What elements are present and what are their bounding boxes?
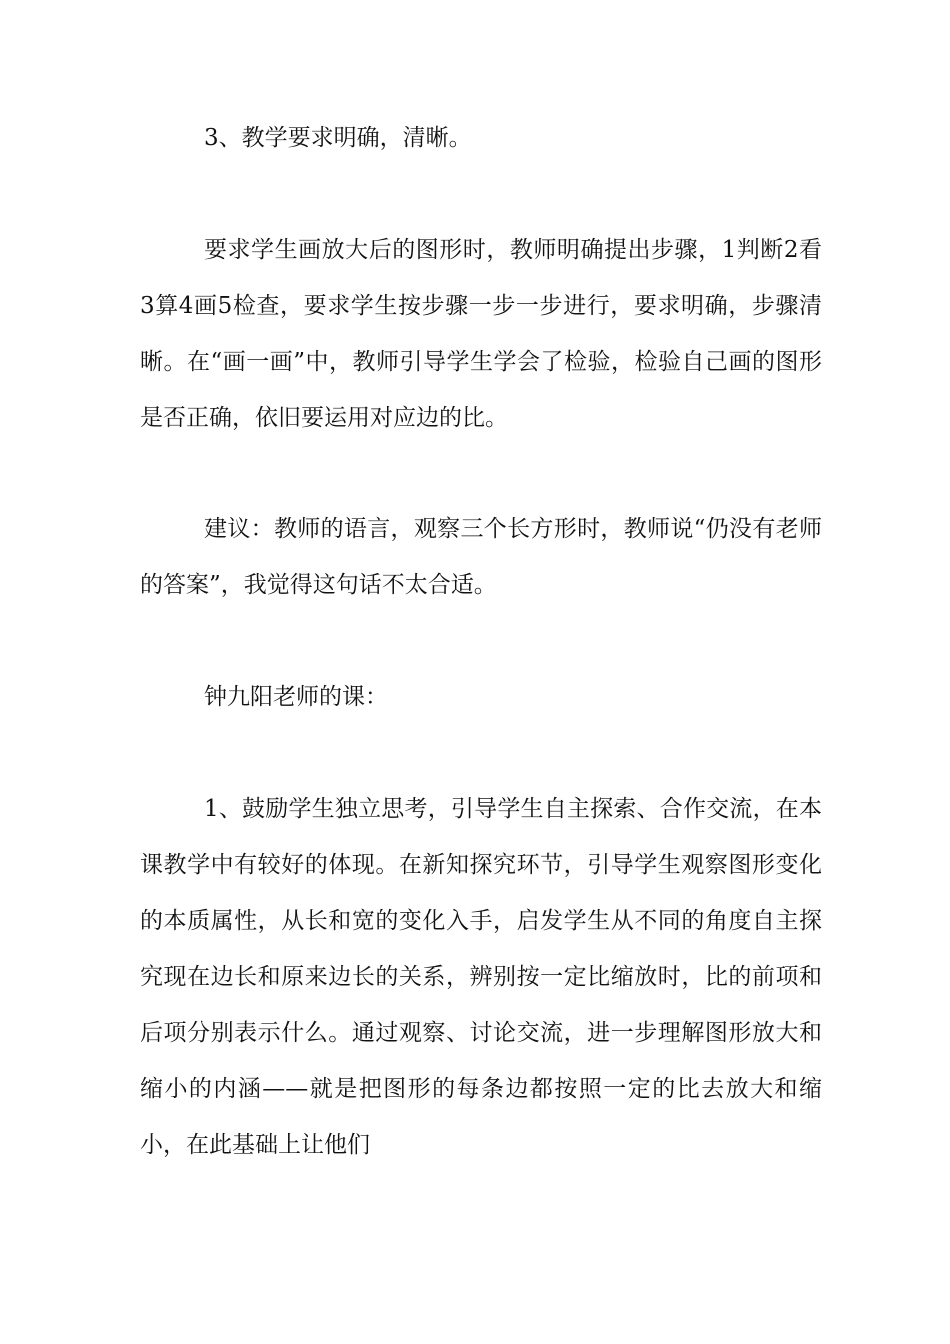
paragraph-teacher-heading: 钟九阳老师的课： — [204, 684, 388, 710]
paragraph-drawing-steps: 要求学生画放大后的图形时，教师明确提出步骤，1判断2看3算4画5检查，要求学生按步骤一步一步进行，要求明确，步骤清晰。在“画一画”中，教师引导学生学会了检验，检验自己画的图形是否正确，依旧要运用对应边的比。 — [140, 237, 822, 431]
paragraph-suggestion: 建议：教师的语言，观察三个长方形时，教师说“仍没有老师的答案”，我觉得这句话不太合适。 — [140, 516, 822, 598]
paragraph-teaching-requirement: 3、教学要求明确，清晰。 — [204, 125, 472, 151]
paragraph-independent-thinking: 1、鼓励学生独立思考，引导学生自主探索、合作交流，在本课教学中有较好的体现。在新知探究环节，引导学生观察图形变化的本质属性，从长和宽的变化入手，启发学生从不同的角度自主探究现在边长和原来边长的关系，辨别按一定比缩放时，比的前项和后项分别表示什么。通过观察、讨论交流，进一步理解图形放大和缩小的内涵——就是把图形的每条边都按照一定的比去放大和缩小，在此基础上让他们 — [140, 796, 822, 1158]
